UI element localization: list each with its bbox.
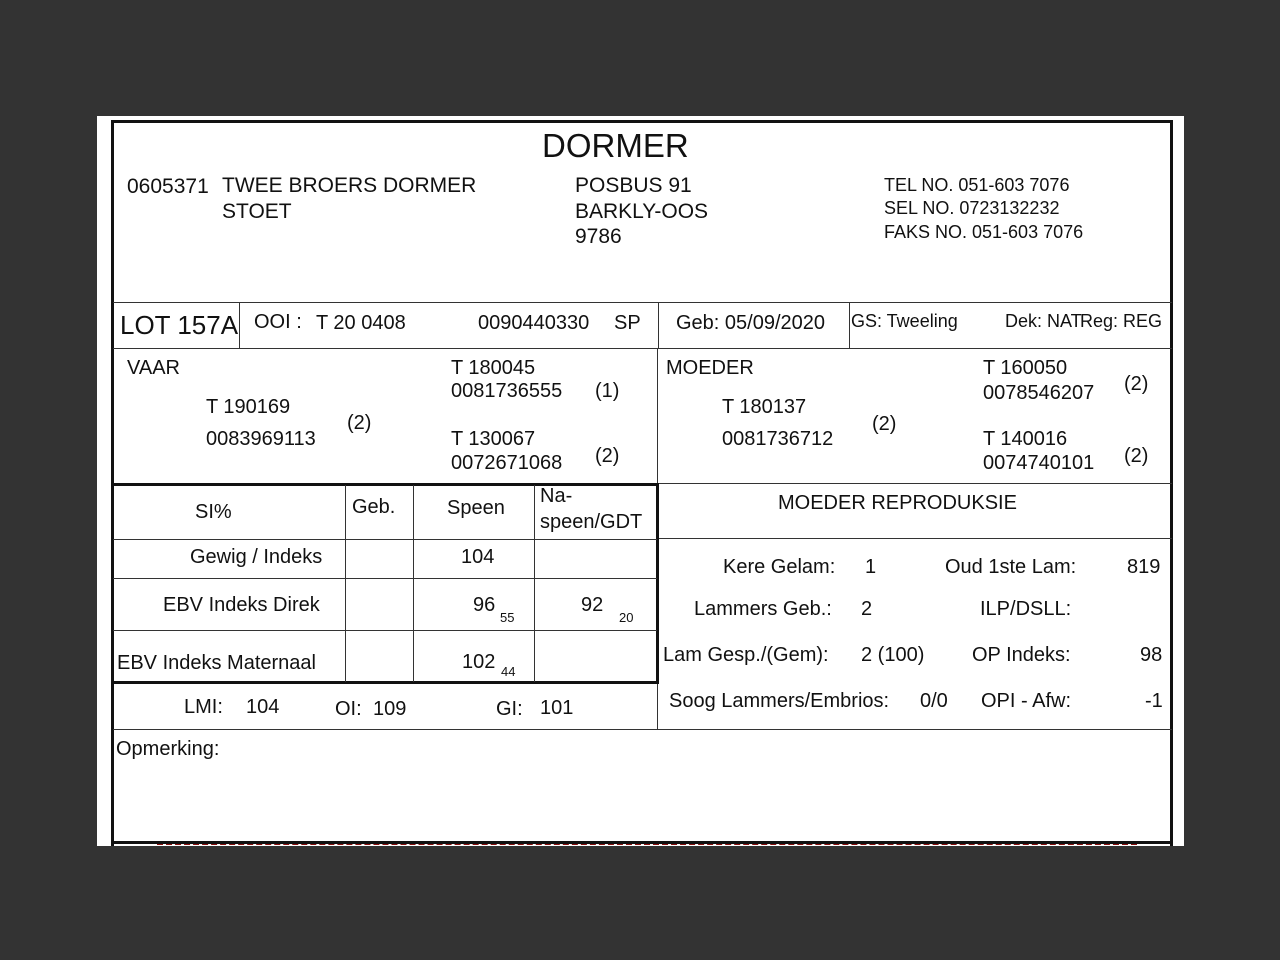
breeder-id: 0605371: [127, 175, 209, 198]
ooi-value: T 20 0408: [316, 312, 406, 334]
vaar-sire-t: T 180045: [451, 357, 536, 379]
si-row-line-2: [113, 578, 657, 579]
breeder-name-line1: TWEE BROERS DORMER: [222, 174, 477, 197]
lammers-label: Lammers Geb.:: [694, 598, 832, 620]
vaar-dam-number: 0072671068: [451, 452, 563, 474]
vaar-t: T 190169: [206, 396, 291, 418]
opi-value: -1: [1145, 690, 1163, 712]
oud-value: 819: [1127, 556, 1161, 578]
oud-label: Oud 1ste Lam:: [945, 556, 1077, 578]
geb-header: Geb.: [352, 496, 396, 518]
moeder-sire-t: T 160050: [983, 357, 1068, 379]
vaar-number: 0083969113: [206, 428, 316, 450]
moeder-label: MOEDER: [666, 357, 754, 379]
kere-value: 1: [865, 556, 877, 578]
si-table-right: [656, 483, 659, 684]
sel-number: SEL NO. 0723132232: [884, 198, 1060, 218]
vaar-gen: (2): [347, 412, 372, 434]
reg-value: Reg: REG: [1080, 311, 1163, 331]
divider-ooi: [658, 302, 659, 348]
row-maternaal-label: EBV Indeks Maternaal: [117, 652, 316, 674]
si-header: SI%: [195, 501, 232, 523]
lammers-value: 2: [861, 598, 873, 620]
row-direk-naspeen: 92: [581, 594, 604, 616]
row-gewig-speen: 104: [461, 546, 495, 568]
oi-label: OI:: [335, 698, 362, 720]
op-label: OP Indeks:: [972, 644, 1071, 666]
vaar-label: VAAR: [127, 357, 180, 379]
frame-bottom: [111, 841, 1173, 844]
lot-card: [97, 116, 1184, 846]
row-direk-speen-acc: 55: [500, 610, 515, 625]
address-line2: BARKLY-OOS: [575, 200, 709, 223]
row-gewig-label: Gewig / Indeks: [190, 546, 323, 568]
divider-geb: [849, 302, 850, 348]
moeder-dam-t: T 140016: [983, 428, 1068, 450]
rule-lot-top: [113, 302, 1172, 303]
naspeen-header-line2: speen/GDT: [540, 511, 643, 533]
divider-lot: [239, 302, 240, 348]
ooi-label: OOI :: [254, 311, 302, 333]
lam-label: Lam Gesp./(Gem):: [663, 644, 829, 666]
naspeen-header-line1: Na-: [540, 485, 573, 507]
moeder-gen: (2): [872, 413, 897, 435]
speen-header: Speen: [447, 497, 505, 519]
gs-value: GS: Tweeling: [851, 311, 958, 331]
lot-label: LOT 157A: [120, 310, 239, 340]
tel-number: TEL NO. 051-603 7076: [884, 175, 1070, 195]
row-direk-naspeen-acc: 20: [619, 610, 634, 625]
rule-lot-bottom: [113, 348, 1172, 349]
address-line3: 9786: [575, 225, 622, 248]
repro-header: MOEDER REPRODUKSIE: [778, 492, 1017, 514]
vaar-sire-number: 0081736555: [451, 380, 563, 402]
opi-label: OPI - Afw:: [981, 690, 1072, 712]
oi-value: 109: [373, 698, 407, 720]
registration-number: 0090440330: [478, 312, 590, 334]
opmerking-label: Opmerking:: [116, 738, 220, 760]
dek-value: Dek: NAT: [1005, 311, 1082, 331]
faks-number: FAKS NO. 051-603 7076: [884, 222, 1084, 242]
row-maternaal-speen-acc: 44: [501, 664, 516, 679]
page-title: DORMER: [542, 127, 689, 164]
si-table-top: [113, 483, 658, 486]
frame-top: [111, 120, 1173, 123]
row-maternaal-speen: 102: [462, 651, 496, 673]
si-col-line-2: [413, 485, 414, 682]
gi-label: GI:: [496, 698, 523, 720]
si-col-line-3: [534, 485, 535, 682]
birth-date: Geb: 05/09/2020: [676, 312, 826, 334]
lam-value: 2 (100): [861, 644, 925, 666]
vaar-dam-t: T 130067: [451, 428, 536, 450]
moeder-number: 0081736712: [722, 428, 834, 450]
moeder-t: T 180137: [722, 396, 807, 418]
soog-value: 0/0: [920, 690, 948, 712]
vaar-sire-gen: (1): [595, 380, 620, 402]
breeder-name-line2: STOET: [222, 200, 292, 223]
lmi-label: LMI:: [184, 696, 223, 718]
kere-label: Kere Gelam:: [723, 556, 836, 578]
moeder-dam-number: 0074740101: [983, 452, 1095, 474]
row-direk-speen: 96: [473, 594, 496, 616]
soog-label: Soog Lammers/Embrios:: [669, 690, 890, 712]
row-direk-label: EBV Indeks Direk: [163, 594, 320, 616]
sp-label: SP: [614, 312, 641, 334]
moeder-sire-number: 0078546207: [983, 382, 1095, 404]
si-table-bottom: [113, 681, 658, 684]
moeder-dam-gen: (2): [1124, 445, 1149, 467]
si-row-line-1: [113, 539, 657, 540]
ilp-label: ILP/DSLL:: [980, 598, 1072, 620]
si-row-line-3: [113, 630, 657, 631]
gi-value: 101: [540, 697, 574, 719]
vaar-dam-gen: (2): [595, 445, 620, 467]
moeder-sire-gen: (2): [1124, 373, 1149, 395]
op-value: 98: [1140, 644, 1163, 666]
rule-repro-header: [658, 538, 1172, 539]
address-line1: POSBUS 91: [575, 174, 692, 197]
lmi-value: 104: [246, 696, 280, 718]
si-col-line-1: [345, 485, 346, 682]
rule-pedigree-bottom: [658, 483, 1172, 484]
rule-opmerking: [113, 729, 1172, 730]
